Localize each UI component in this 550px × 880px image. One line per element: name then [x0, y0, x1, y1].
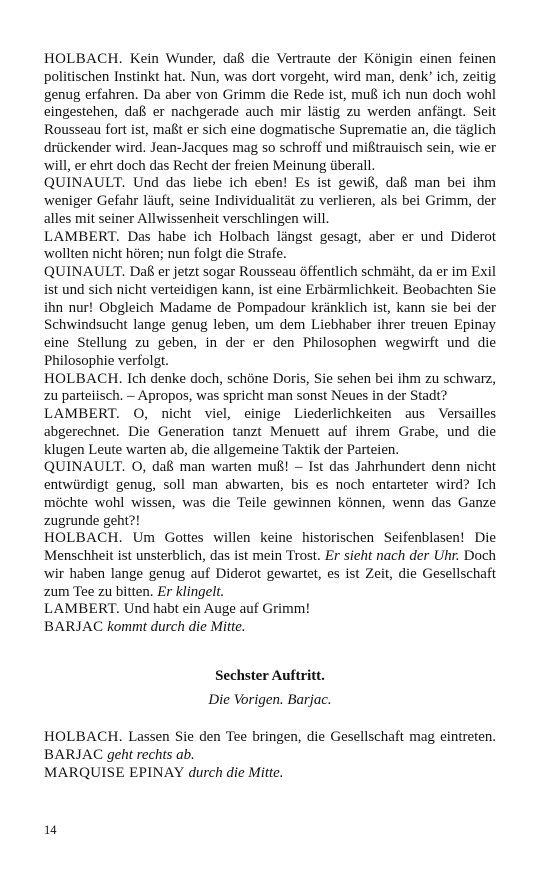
dialogue-paragraph: [44, 51, 496, 175]
speaker-name: HOLBACH.: [44, 51, 123, 67]
speech-text: Lassen Sie den Tee bringen, die Gesellschaft mag eintreten.: [122, 729, 496, 746]
page-number: 14: [44, 823, 57, 837]
speech-text: Doch wir haben lange genug auf Diderot gewartet, es ist Zeit, die Gesellschaft zum Tee zu bitten.: [44, 548, 496, 600]
speech-text: Und das liebe ich eben! Es ist gewiß, daß man bei ihm weniger Gefahr läuft, seine Individualität zu verlieren, als bei Grimm, der alles mit seiner Allwissenheit verschlingen will.: [44, 175, 496, 227]
dialogue-paragraph: [44, 747, 496, 765]
stage-direction: geht rechts ab.: [107, 747, 195, 763]
dialogue-paragraph: [44, 371, 496, 407]
dialogue-paragraph: [44, 765, 496, 783]
speaker-name: HOLBACH.: [44, 370, 123, 387]
speech-text: Kein Wunder, daß die Vertraute der Königin einen feinen politischen Instinkt hat. Nun, was dort vorgeht, wird man, denk’ ich, zeitig genug erfahren. Da aber von Grimm die Rede ist, muß ich nun doch wohl eingestehen, daß er nachgerade auch mir lästig zu werden anfängt. Seit Rousseau fort ist, maßt er sich eine dogmatische Suprematie an, die täglich drückender wird. Jean-Jacques mag so schroff und mißtrauisch sein, wie er will, er ehrt doch das Recht der freien Meinung überall.: [44, 51, 496, 174]
dialogue-paragraph: [44, 530, 496, 601]
stage-direction: Er klingelt.: [157, 583, 225, 600]
dialogue-paragraph: [44, 175, 496, 228]
speech-text: Daß er jetzt sogar Rousseau öffentlich schmäht, da er im Exil ist und sich nicht verteidigen kann, ist eine Erbärmlichkeit. Beobachten Sie ihn nur! Obgleich Madame de Pompadour kränklich ist, kann sie bei der Schwindsucht lange genug leben, um dem Liebhaber ihrer treuen Epinay eine Stellung zu geben, in der er den Philosophen wegwirft und die Philosophie verfolgt.: [44, 264, 496, 369]
speaker-name: MARQUISE EPINAY: [44, 764, 185, 781]
dialogue-paragraph: [44, 619, 496, 637]
play-text: [44, 51, 496, 783]
speaker-name: BARJAC: [44, 619, 104, 635]
stage-direction: kommt durch die Mitte.: [107, 619, 246, 635]
dialogue-paragraph: [44, 406, 496, 459]
speaker-name: QUINAULT.: [44, 175, 126, 192]
dialogue-paragraph: [44, 729, 496, 747]
speaker-name: LAMBERT.: [44, 601, 121, 618]
dialogue-paragraph: [44, 601, 496, 619]
scene-characters: Die Vorigen. Barjac.: [208, 691, 332, 708]
dialogue-paragraph: [44, 459, 496, 530]
speech-text: Ich denke doch, schöne Doris, Sie sehen bei ihm zu schwarz, zu parteiisch. – Apropos, was spricht man sonst Neues in der Stadt?: [44, 370, 496, 405]
speaker-name: BARJAC: [44, 747, 104, 763]
speech-text: O, nicht viel, einige Liederlichkeiten aus Versailles abgerechnet. Die Generation tanzt Menuett auf ihrem Grabe, und die klugen Leute warten ab, die allgemeine Taktik der Parteien.: [44, 406, 496, 458]
speaker-name: QUINAULT.: [44, 459, 126, 476]
dialogue-section-1: [44, 51, 496, 637]
dialogue-paragraph: [44, 264, 496, 371]
dialogue-paragraph: [44, 229, 496, 265]
speaker-name: LAMBERT.: [44, 406, 121, 422]
speaker-name: HOLBACH.: [44, 729, 123, 746]
scene-heading: Sechster Auftritt.: [215, 667, 325, 684]
speech-text: Und habt ein Auge auf Grimm!: [120, 601, 311, 618]
speech-text: Das habe ich Holbach längst gesagt, aber er und Diderot wollten nicht hören; nun folgt die Strafe.: [44, 228, 496, 263]
speaker-name: LAMBERT.: [44, 228, 121, 245]
speaker-name: QUINAULT.: [44, 264, 126, 280]
speech-text: O, daß man warten muß! – Ist das Jahrhundert denn nicht entwürdigt genug, soll man abwarten, bis es noch entarteter wird? Ich möchte wohl wissen, was die Teile gewinnen können, wenn das Ganze zugrunde geht?!: [44, 459, 496, 529]
stage-direction: Er sieht nach der Uhr.: [324, 548, 460, 564]
speaker-name: HOLBACH.: [44, 530, 123, 547]
speech-text: Um Gottes willen keine historischen Seifenblasen! Die Menschheit ist unsterblich, das ist mein Trost.: [44, 530, 496, 564]
dialogue-section-2: [44, 729, 496, 782]
stage-direction: durch die Mitte.: [188, 764, 284, 781]
